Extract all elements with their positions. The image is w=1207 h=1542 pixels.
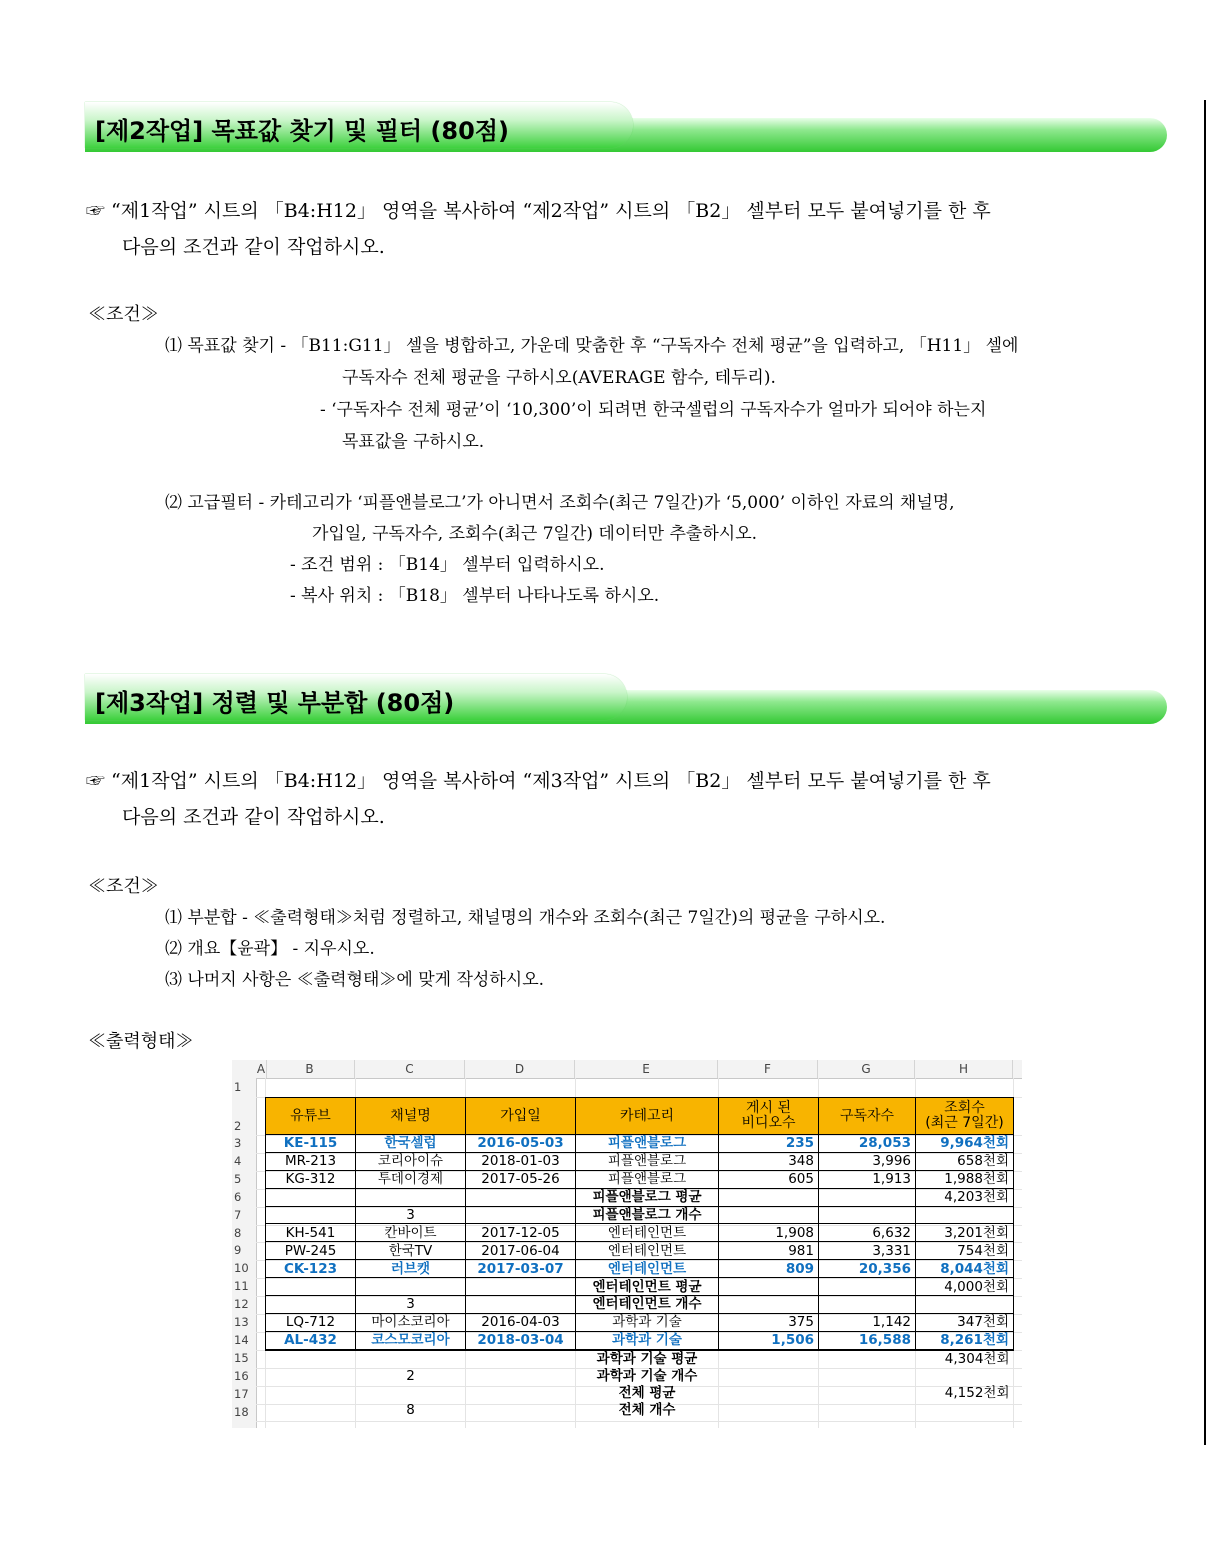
table-cell: KG-312 [266,1170,356,1188]
table-cell [356,1278,466,1296]
row-number[interactable]: 5 [234,1171,242,1186]
table-cell: 과학과 기술 개수 [596,1368,698,1385]
s2-item2-line3: - 조건 범위 : 「B14」 셀부터 입력하시오. [290,555,605,575]
column-letter[interactable]: C [355,1060,465,1078]
table-cell [719,1206,819,1224]
table-cell: 375 [719,1313,819,1331]
table-cell: 1,142 [819,1313,916,1331]
column-letter[interactable]: B [265,1060,355,1078]
table-cell: 6,632 [819,1224,916,1242]
column-letter[interactable]: D [465,1060,575,1078]
table-cell: 981 [719,1242,819,1260]
table-cell: 4,203천회 [916,1188,1014,1206]
table-row [266,1152,1014,1170]
row-number[interactable]: 9 [234,1243,242,1258]
table-header-cell: 유튜브 [266,1098,356,1135]
output-format-label: ≪출력형태≫ [88,1031,194,1052]
section2-title: [제2작업] 목표값 찾기 및 필터 (80점) [95,117,509,145]
table-cell [719,1401,819,1418]
column-letter[interactable]: H [915,1060,1013,1078]
table-header-cell: 카테고리 [576,1098,719,1135]
table-cell: 투데이경제 [356,1170,466,1188]
table-row [266,1188,1014,1206]
table-cell: KE-115 [266,1135,356,1153]
table-cell [266,1188,356,1206]
table-row [266,1135,1014,1153]
table-cell [719,1188,819,1206]
section3-intro-line1: ☞ “제1작업” 시트의 「B4:H12」 영역을 복사하여 “제3작업” 시트의 「B2」 셀부터 모두 붙여넣기를 한 후 [86,770,991,792]
section2-intro-line2: 다음의 조건과 같이 작업하시오. [122,236,385,258]
row-number[interactable]: 14 [234,1332,249,1347]
table-cell: 피플앤블로그 평균 [576,1188,719,1206]
table-header-row [266,1098,1014,1135]
column-letter[interactable]: F [718,1060,818,1078]
table-cell [266,1350,356,1368]
row-number[interactable]: 2 [234,1119,242,1133]
table-cell: 러브캣 [356,1260,466,1278]
table-cell: 658천회 [916,1152,1014,1170]
table-cell: 16,588 [819,1331,916,1349]
table-cell [466,1350,576,1368]
table-cell: PW-245 [266,1242,356,1260]
table-cell: 3 [356,1206,466,1224]
table-cell: 피플앤블로그 [576,1152,719,1170]
table-cell [356,1384,466,1401]
subtotal-table [265,1097,1014,1418]
section3-title: [제3작업] 정렬 및 부분합 (80점) [95,689,455,717]
table-cell [719,1296,819,1314]
output-spreadsheet [232,1060,1022,1428]
table-cell: 235 [719,1135,819,1153]
table-cell [356,1350,466,1368]
table-cell: 348 [719,1152,819,1170]
table-cell: MR-213 [266,1152,356,1170]
table-cell [819,1401,916,1418]
table-cell: 마이소코리아 [356,1313,466,1331]
table-cell [466,1296,576,1314]
s2-item1-line1: ⑴ 목표값 찾기 - 「B11:G11」 셀을 병합하고, 가운데 맞춤한 후 “구독자수 전체 평균”을 입력하고, 「H11」 셀에 [165,336,1019,356]
section3-intro-line2: 다음의 조건과 같이 작업하시오. [122,806,385,828]
table-cell: 3,331 [819,1242,916,1260]
section2-intro-line1: ☞ “제1작업” 시트의 「B4:H12」 영역을 복사하여 “제2작업” 시트의 「B2」 셀부터 모두 붙여넣기를 한 후 [86,200,991,222]
table-cell [719,1278,819,1296]
s2-item2-line1: ⑵ 고급필터 - 카테고리가 ‘피플앤블로그’가 아니면서 조회수(최근 7일간)가 ‘5,000’ 이하인 자료의 채널명, [165,493,955,513]
table-cell: 2017-05-26 [466,1170,576,1188]
row-number[interactable]: 15 [234,1350,249,1365]
table-cell [266,1206,356,1224]
table-row [266,1206,1014,1224]
row-number[interactable]: 11 [234,1279,249,1294]
table-row [266,1170,1014,1188]
table-cell: 엔터테인먼트 [576,1260,719,1278]
section3-conditions-label: ≪조건≫ [88,876,159,897]
table-cell: 1,988천회 [916,1170,1014,1188]
table-cell: 605 [719,1170,819,1188]
table-cell [719,1384,819,1401]
table-cell: CK-123 [266,1260,356,1278]
table-cell: 엔터테인먼트 [576,1242,719,1260]
table-cell: 2017-06-04 [466,1242,576,1260]
table-header-cell: 채널명 [356,1098,466,1135]
table-row [266,1260,1014,1278]
table-cell [466,1384,576,1401]
table-cell: 전체 평균 [618,1384,676,1401]
table-cell: 피플앤블로그 [576,1170,719,1188]
row-number[interactable]: 3 [234,1136,242,1150]
table-cell [466,1401,576,1418]
table-row [266,1296,1014,1314]
table-cell: 28,053 [819,1135,916,1153]
table-cell: 754천회 [916,1242,1014,1260]
s2-item1-line2: 구독자수 전체 평균을 구하시오(AVERAGE 함수, 테두리). [342,368,776,388]
column-letter[interactable]: G [818,1060,915,1078]
s3-item2: ⑵ 개요【윤곽】 - 지우시오. [165,939,375,959]
table-cell: 2017-03-07 [466,1260,576,1278]
table-cell: 4,152천회 [944,1384,1010,1401]
table-cell: 2017-12-05 [466,1224,576,1242]
column-letter[interactable]: A [256,1062,266,1076]
table-cell [719,1368,819,1385]
table-cell [916,1206,1014,1224]
table-cell: 한국셀럽 [356,1135,466,1153]
table-cell: 809 [719,1260,819,1278]
table-cell [466,1206,576,1224]
table-row [266,1384,1014,1401]
s2-item2-line4: - 복사 위치 : 「B18」 셀부터 나타나도록 하시오. [290,586,660,606]
table-cell: 4,304천회 [944,1351,1010,1368]
right-margin-line [1204,100,1206,1445]
table-header-cell: 가입일 [466,1098,576,1135]
table-row [266,1368,1014,1385]
table-cell [266,1296,356,1314]
table-cell: 코리아이슈 [356,1152,466,1170]
table-cell: 한국TV [356,1242,466,1260]
table-cell [819,1296,916,1314]
row-number[interactable]: 10 [234,1261,249,1276]
table-cell [266,1384,356,1401]
section2-banner [85,102,1167,152]
table-cell: KH-541 [266,1224,356,1242]
table-cell [916,1401,1014,1418]
table-cell [466,1368,576,1385]
table-row [266,1224,1014,1242]
table-cell: 3 [356,1296,466,1314]
table-cell [719,1350,819,1368]
table-cell [916,1296,1014,1314]
table-cell: 1,506 [719,1331,819,1349]
table-cell: 2 [406,1368,415,1385]
table-row [266,1313,1014,1331]
table-cell [819,1368,916,1385]
table-cell: 과학과 기술 [576,1313,719,1331]
table-header-cell: 구독자수 [819,1098,916,1135]
table-cell [266,1278,356,1296]
section3-banner [85,674,1167,724]
s3-item3: ⑶ 나머지 사항은 ≪출력형태≫에 맞게 작성하시오. [165,970,545,990]
table-row [266,1242,1014,1260]
s2-item1-line3: - ‘구독자수 전체 평균’이 ‘10,300’이 되려면 한국셀럽의 구독자수가 얼마가 되어야 하는지 [320,400,987,420]
table-cell: 엔터테인먼트 개수 [576,1296,719,1314]
table-cell [266,1401,356,1418]
table-cell [916,1368,1014,1385]
table-cell: 8,044천회 [916,1260,1014,1278]
table-cell: 코스모코리아 [356,1331,466,1349]
table-cell [466,1188,576,1206]
table-cell: 9,964천회 [916,1135,1014,1153]
table-cell: 피플앤블로그 개수 [576,1206,719,1224]
table-header-cell: 게시 된 비디오수 [719,1098,819,1135]
table-cell: 엔터테인먼트 평균 [576,1278,719,1296]
table-cell: 4,000천회 [916,1278,1014,1296]
table-cell: 8,261천회 [916,1331,1014,1349]
row-number[interactable]: 1 [234,1080,242,1094]
table-cell: 1,913 [819,1170,916,1188]
s2-item2-line2: 가입일, 구독자수, 조회수(최근 7일간) 데이터만 추출하시오. [312,524,758,544]
table-cell: 3,201천회 [916,1224,1014,1242]
table-cell [356,1188,466,1206]
table-row [266,1278,1014,1296]
table-cell: 피플앤블로그 [576,1135,719,1153]
table-cell: 과학과 기술 [576,1331,719,1349]
section2-conditions-label: ≪조건≫ [88,304,159,325]
table-cell: AL-432 [266,1331,356,1349]
table-cell: 3,996 [819,1152,916,1170]
row-number[interactable]: 18 [234,1404,249,1419]
table-cell: 2018-01-03 [466,1152,576,1170]
table-cell: 2018-03-04 [466,1331,576,1349]
table-cell: 과학과 기술 평균 [596,1351,698,1368]
table-cell [819,1278,916,1296]
table-cell [819,1188,916,1206]
table-cell: 20,356 [819,1260,916,1278]
row-number[interactable]: 17 [234,1386,249,1401]
row-number[interactable]: 6 [234,1189,242,1204]
s3-item1: ⑴ 부분합 - ≪출력형태≫처럼 정렬하고, 채널명의 개수와 조회수(최근 7일간)의 평균을 구하시오. [165,908,886,928]
table-cell: 2016-05-03 [466,1135,576,1153]
table-cell: 1,908 [719,1224,819,1242]
table-cell [819,1350,916,1368]
row-number[interactable]: 7 [234,1207,242,1222]
row-number[interactable]: 16 [234,1368,249,1383]
table-cell [819,1384,916,1401]
row-number[interactable]: 12 [234,1297,249,1312]
table-cell: 칸바이트 [356,1224,466,1242]
table-cell [266,1368,356,1385]
table-cell [819,1206,916,1224]
table-row [266,1401,1014,1418]
table-cell: 엔터테인먼트 [576,1224,719,1242]
table-cell: 347천회 [916,1313,1014,1331]
table-cell: 2016-04-03 [466,1313,576,1331]
table-cell: 전체 개수 [618,1401,676,1418]
table-cell: 8 [406,1401,415,1418]
table-row [266,1350,1014,1368]
row-number[interactable]: 8 [234,1225,242,1240]
column-letter[interactable]: E [575,1060,718,1078]
table-row [266,1331,1014,1349]
table-header-cell: 조회수 (최근 7일간) [916,1098,1014,1135]
row-number[interactable]: 13 [234,1315,249,1329]
table-cell [466,1278,576,1296]
row-number[interactable]: 4 [234,1153,242,1168]
s2-item1-line4: 목표값을 구하시오. [342,432,485,452]
table-cell: LQ-712 [266,1313,356,1331]
